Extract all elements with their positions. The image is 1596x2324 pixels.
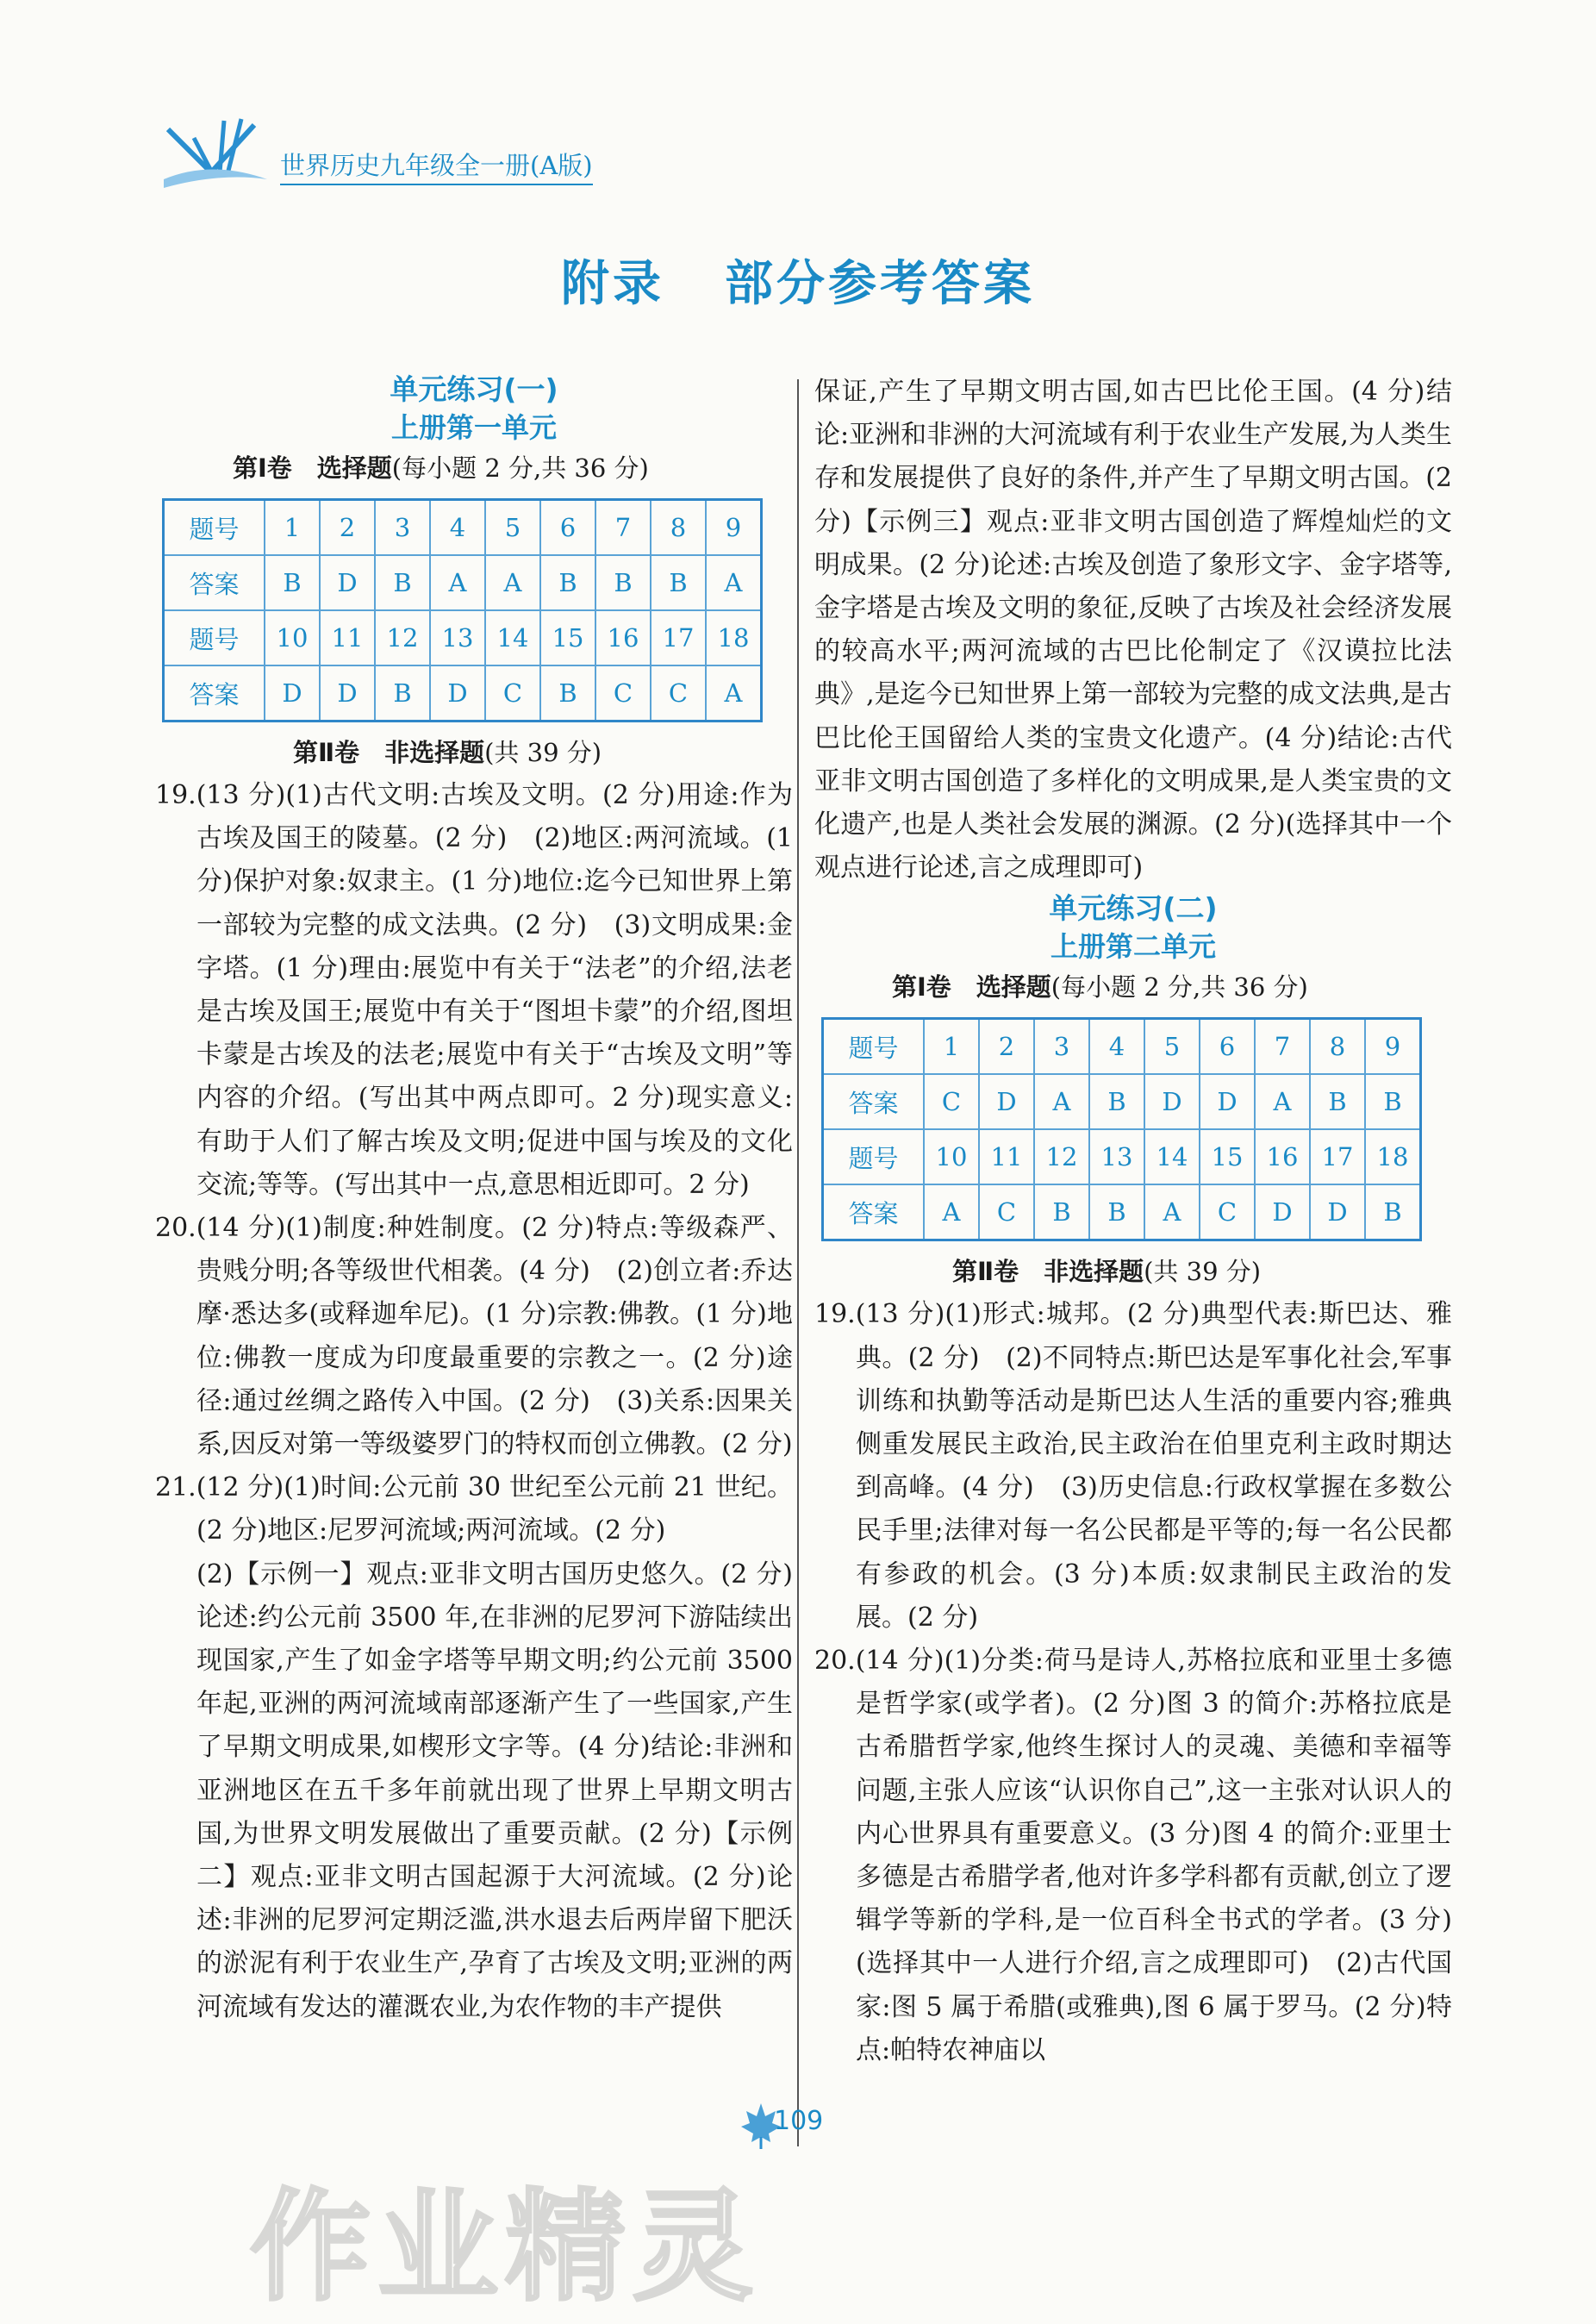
table-cell: 17 (1310, 1129, 1365, 1184)
unit1-section1-bold: 第Ⅰ卷 选择题 (233, 453, 392, 483)
table-header-cell: 答案 (164, 665, 265, 722)
unit1-section1-note: (每小题 2 分,共 36 分) (391, 453, 649, 483)
table-header-cell: 题号 (823, 1129, 925, 1184)
book-header (159, 112, 676, 198)
table-cell: 14 (485, 610, 540, 665)
unit2-answer-20: 20.(14 分)(1)分类:荷马是诗人,苏格拉底和亚里士多德是哲学家(或学者)。(2 分)图 3 的简介:苏格拉底是古希腊哲学家,他终生探讨人的灵魂、美德和幸福等问题,主张人应该“认识你自己”,这一主张对认识人的内心世界具有重要意义。(3 分)图 4 的简介:亚里士多德是古希腊学者,他对许多学科都有贡献,创立了逻辑学等新的学科,是一位百科全书式的学者。(3 分)(选择其中一人进行介绍,言之成理即可) (2)古代国家:图 5 属于希腊(或雅典),图 6 属于罗马。(2 分)特点:帕特农神庙以 (814, 1646, 1452, 2065)
table-cell: 4 (1089, 1019, 1144, 1075)
table-cell: 3 (375, 500, 430, 556)
left-column (155, 371, 793, 2029)
page-title (0, 246, 1596, 315)
table-cell: 5 (1144, 1019, 1200, 1075)
table-cell: 4 (430, 500, 485, 556)
table-cell: B (265, 555, 320, 610)
table-cell: A (430, 555, 485, 610)
table-cell: D (1200, 1074, 1255, 1129)
unit1-answer-21-part2: (2)【示例一】观点:亚非文明古国历史悠久。(2 分)论述:约公元前 3500 年,在非洲的尼罗河下游陆续出现国家,产生了如金字塔等早期文明;约公元前 3500 年起,亚洲的两河流域南部逐渐产生了一些国家,产生了早期文明成果,如楔形文字等。(4 分)结论:非洲和亚洲地区在五千多年前就出现了世界上早期文明古国,为世界文明发展做出了重要贡献。(2 分)【示例二】观点:亚非文明古国起源于大河流域。(2 分)论述:非洲的尼罗河定期泛滥,洪水退去后两岸留下肥沃的淤泥有利于农业生产,孕育了古埃及文明;亚洲的两河流域有发达的灌溉农业,为农作物的丰产提供 (196, 1559, 793, 2022)
table-cell: B (1089, 1184, 1144, 1240)
table-cell: D (320, 665, 375, 722)
table-cell: C (979, 1184, 1034, 1240)
table-cell: C (651, 665, 706, 722)
table-cell: A (1034, 1074, 1089, 1129)
table-cell: B (1365, 1074, 1421, 1129)
unit1-section2-note: (共 39 分) (484, 738, 602, 767)
unit2-section1-bold: 第Ⅰ卷 选择题 (892, 972, 1051, 1003)
table-cell: C (595, 665, 651, 722)
table-cell: B (1089, 1074, 1144, 1129)
table-row (164, 500, 762, 556)
table-cell: D (265, 665, 320, 722)
table-cell: 18 (706, 610, 762, 665)
table-row (164, 610, 762, 665)
unit1-answer-21-continued: 保证,产生了早期文明古国,如古巴比伦王国。(4 分)结论:亚洲和非洲的大河流域有利于农业生产发展,为人类生存和发展提供了良好的条件,并产生了早期文明古国。(2 分)【示例三】观点:亚非文明古国创造了辉煌灿烂的文明成果。(2 分)论述:古埃及创造了象形文字、金字塔等,金字塔是古埃及文明的象征,反映了古埃及社会经济发展的较高水平;两河流域的古巴比伦制定了《汉谟拉比法典》,是迄今已知世界上第一部较为完整的成文法典,是古巴比伦王国留给人类的宝贵文化遗产。(4 分)结论:古代亚非文明古国创造了多样化的文明成果,是人类宝贵的文化遗产,也是人类社会发展的渊源。(2 分)(选择其中一个观点进行论述,言之成理即可) (814, 377, 1452, 884)
table-row (823, 1074, 1421, 1129)
table-cell: B (540, 555, 595, 610)
table-cell: D (430, 665, 485, 722)
table-cell: A (706, 555, 762, 610)
table-cell: A (1255, 1074, 1310, 1129)
unit2-title: 单元练习(二) (1049, 891, 1218, 926)
unit1-section1-heading (155, 447, 793, 490)
table-cell: C (485, 665, 540, 722)
table-cell: A (924, 1184, 979, 1240)
table-cell: C (924, 1074, 979, 1129)
table-cell: 1 (924, 1019, 979, 1075)
table-cell: 7 (1255, 1019, 1310, 1075)
unit1-answer-21: 21.(12 分)(1)时间:公元前 30 世纪至公元前 21 世纪。(2 分)地区:尼罗河流域;两河流域。(2 分) (155, 1472, 793, 1546)
table-cell: 16 (595, 610, 651, 665)
page-title-part2: 部分参考答案 (725, 256, 1035, 312)
column-divider (797, 379, 799, 2146)
table-header-cell: 题号 (823, 1019, 925, 1075)
unit2-answer-table (821, 1017, 1422, 1241)
table-header-cell: 答案 (823, 1074, 925, 1129)
table-cell: 15 (1200, 1129, 1255, 1184)
unit1-answer-20: 20.(14 分)(1)制度:种姓制度。(2 分)特点:等级森严、贵贱分明;各等级世代相袭。(4 分) (2)创立者:乔达摩·悉达多(或释迦牟尼)。(1 分)宗教:佛教。(1 分)地位:佛教一度成为印度最重要的宗教之一。(2 分)途径:通过丝绸之路传入中国。(2 分) (3)关系:因果关系,因反对第一等级婆罗门的特权而创立佛教。(2 分) (155, 1213, 793, 1460)
table-cell: D (1255, 1184, 1310, 1240)
page-number-text: 109 (774, 2106, 824, 2136)
table-cell: 3 (1034, 1019, 1089, 1075)
table-header-cell: 题号 (164, 610, 265, 665)
table-row (823, 1129, 1421, 1184)
table-cell: D (320, 555, 375, 610)
unit1-section2-bold: 第Ⅱ卷 非选择题 (293, 738, 485, 767)
book-logo-icon (159, 112, 276, 194)
table-cell: 2 (979, 1019, 1034, 1075)
table-row (164, 665, 762, 722)
table-cell: B (1310, 1074, 1365, 1129)
unit2-section2-heading (814, 1250, 1452, 1293)
unit1-answer-table (162, 498, 763, 722)
table-cell: B (1365, 1184, 1421, 1240)
table-cell: A (485, 555, 540, 610)
table-row (823, 1019, 1421, 1075)
table-cell: C (1200, 1184, 1255, 1240)
table-cell: 16 (1255, 1129, 1310, 1184)
table-header-cell: 题号 (164, 500, 265, 556)
table-cell: 9 (706, 500, 762, 556)
table-cell: 12 (375, 610, 430, 665)
unit2-section1-heading (814, 965, 1452, 1009)
table-cell: 1 (265, 500, 320, 556)
unit2-answer-19: 19.(13 分)(1)形式:城邦。(2 分)典型代表:斯巴达、雅典。(2 分) (2)不同特点:斯巴达是军事化社会,军事训练和执勤等活动是斯巴达人生活的重要内容;雅典侧重发展民主政治,民主政治在伯里克利主政时期达到高峰。(4 分) (3)历史信息:行政权掌握在多数公民手里;法律对每一名公民都是平等的;每一名公民都有参政的机会。(3 分)本质:奴隶制民主政治的发展。(2 分) (814, 1299, 1452, 1633)
table-cell: 7 (595, 500, 651, 556)
page-title-part1: 附录 (561, 256, 664, 312)
table-cell: 12 (1034, 1129, 1089, 1184)
table-cell: 11 (320, 610, 375, 665)
table-cell: 6 (1200, 1019, 1255, 1075)
table-cell: B (651, 555, 706, 610)
table-cell: 6 (540, 500, 595, 556)
table-cell: B (375, 555, 430, 610)
table-cell: 8 (651, 500, 706, 556)
table-cell: 18 (1365, 1129, 1421, 1184)
unit2-section2-bold: 第Ⅱ卷 非选择题 (952, 1257, 1144, 1287)
table-row (823, 1184, 1421, 1240)
unit1-subtitle: 上册第一单元 (390, 411, 557, 444)
unit2-section1-note: (每小题 2 分,共 36 分) (1050, 972, 1308, 1003)
table-cell: 9 (1365, 1019, 1421, 1075)
table-cell: 10 (924, 1129, 979, 1184)
book-title: 世界历史九年级全一册(A版) (280, 147, 593, 185)
table-cell: 15 (540, 610, 595, 665)
table-cell: 5 (485, 500, 540, 556)
table-cell: 8 (1310, 1019, 1365, 1075)
table-header-cell: 答案 (823, 1184, 925, 1240)
unit2-section2-note: (共 39 分) (1144, 1257, 1262, 1287)
table-cell: A (706, 665, 762, 722)
page-number (739, 2099, 834, 2151)
table-cell: D (1310, 1184, 1365, 1240)
table-cell: D (1144, 1074, 1200, 1129)
table-cell: 13 (430, 610, 485, 665)
table-cell: 10 (265, 610, 320, 665)
table-cell: A (1144, 1184, 1200, 1240)
unit2-subtitle: 上册第二单元 (1050, 930, 1216, 964)
table-cell: 13 (1089, 1129, 1144, 1184)
table-cell: B (540, 665, 595, 722)
right-column (814, 371, 1452, 2072)
table-cell: 14 (1144, 1129, 1200, 1184)
table-cell: 17 (651, 610, 706, 665)
table-row (164, 555, 762, 610)
table-cell: 2 (320, 500, 375, 556)
table-header-cell: 答案 (164, 555, 265, 610)
table-cell: 11 (979, 1129, 1034, 1184)
table-cell: B (1034, 1184, 1089, 1240)
unit1-section2-heading (155, 731, 793, 774)
watermark: 作业精灵 (250, 2177, 761, 2318)
unit1-answer-19: 19.(13 分)(1)古代文明:古埃及文明。(2 分)用途:作为古埃及国王的陵墓。(2 分) (2)地区:两河流域。(1 分)保护对象:奴隶主。(1 分)地位:迄今已知世界上第一部较为完整的成文法典。(2 分) (3)文明成果:金字塔。(1 分)理由:展览中有关于“法老”的介绍,法老是古埃及国王;展览中有关于“图坦卡蒙”的介绍,图坦卡蒙是古埃及的法老;展览中有关于“古埃及文明”等内容的介绍。(写出其中两点即可。2 分)现实意义:有助于人们了解古埃及文明;促进中国与埃及的文化交流;等等。(写出其中一点,意思相近即可。2 分) (155, 780, 793, 1200)
unit1-title: 单元练习(一) (390, 372, 558, 406)
table-cell: B (595, 555, 651, 610)
table-cell: D (979, 1074, 1034, 1129)
table-cell: B (375, 665, 430, 722)
